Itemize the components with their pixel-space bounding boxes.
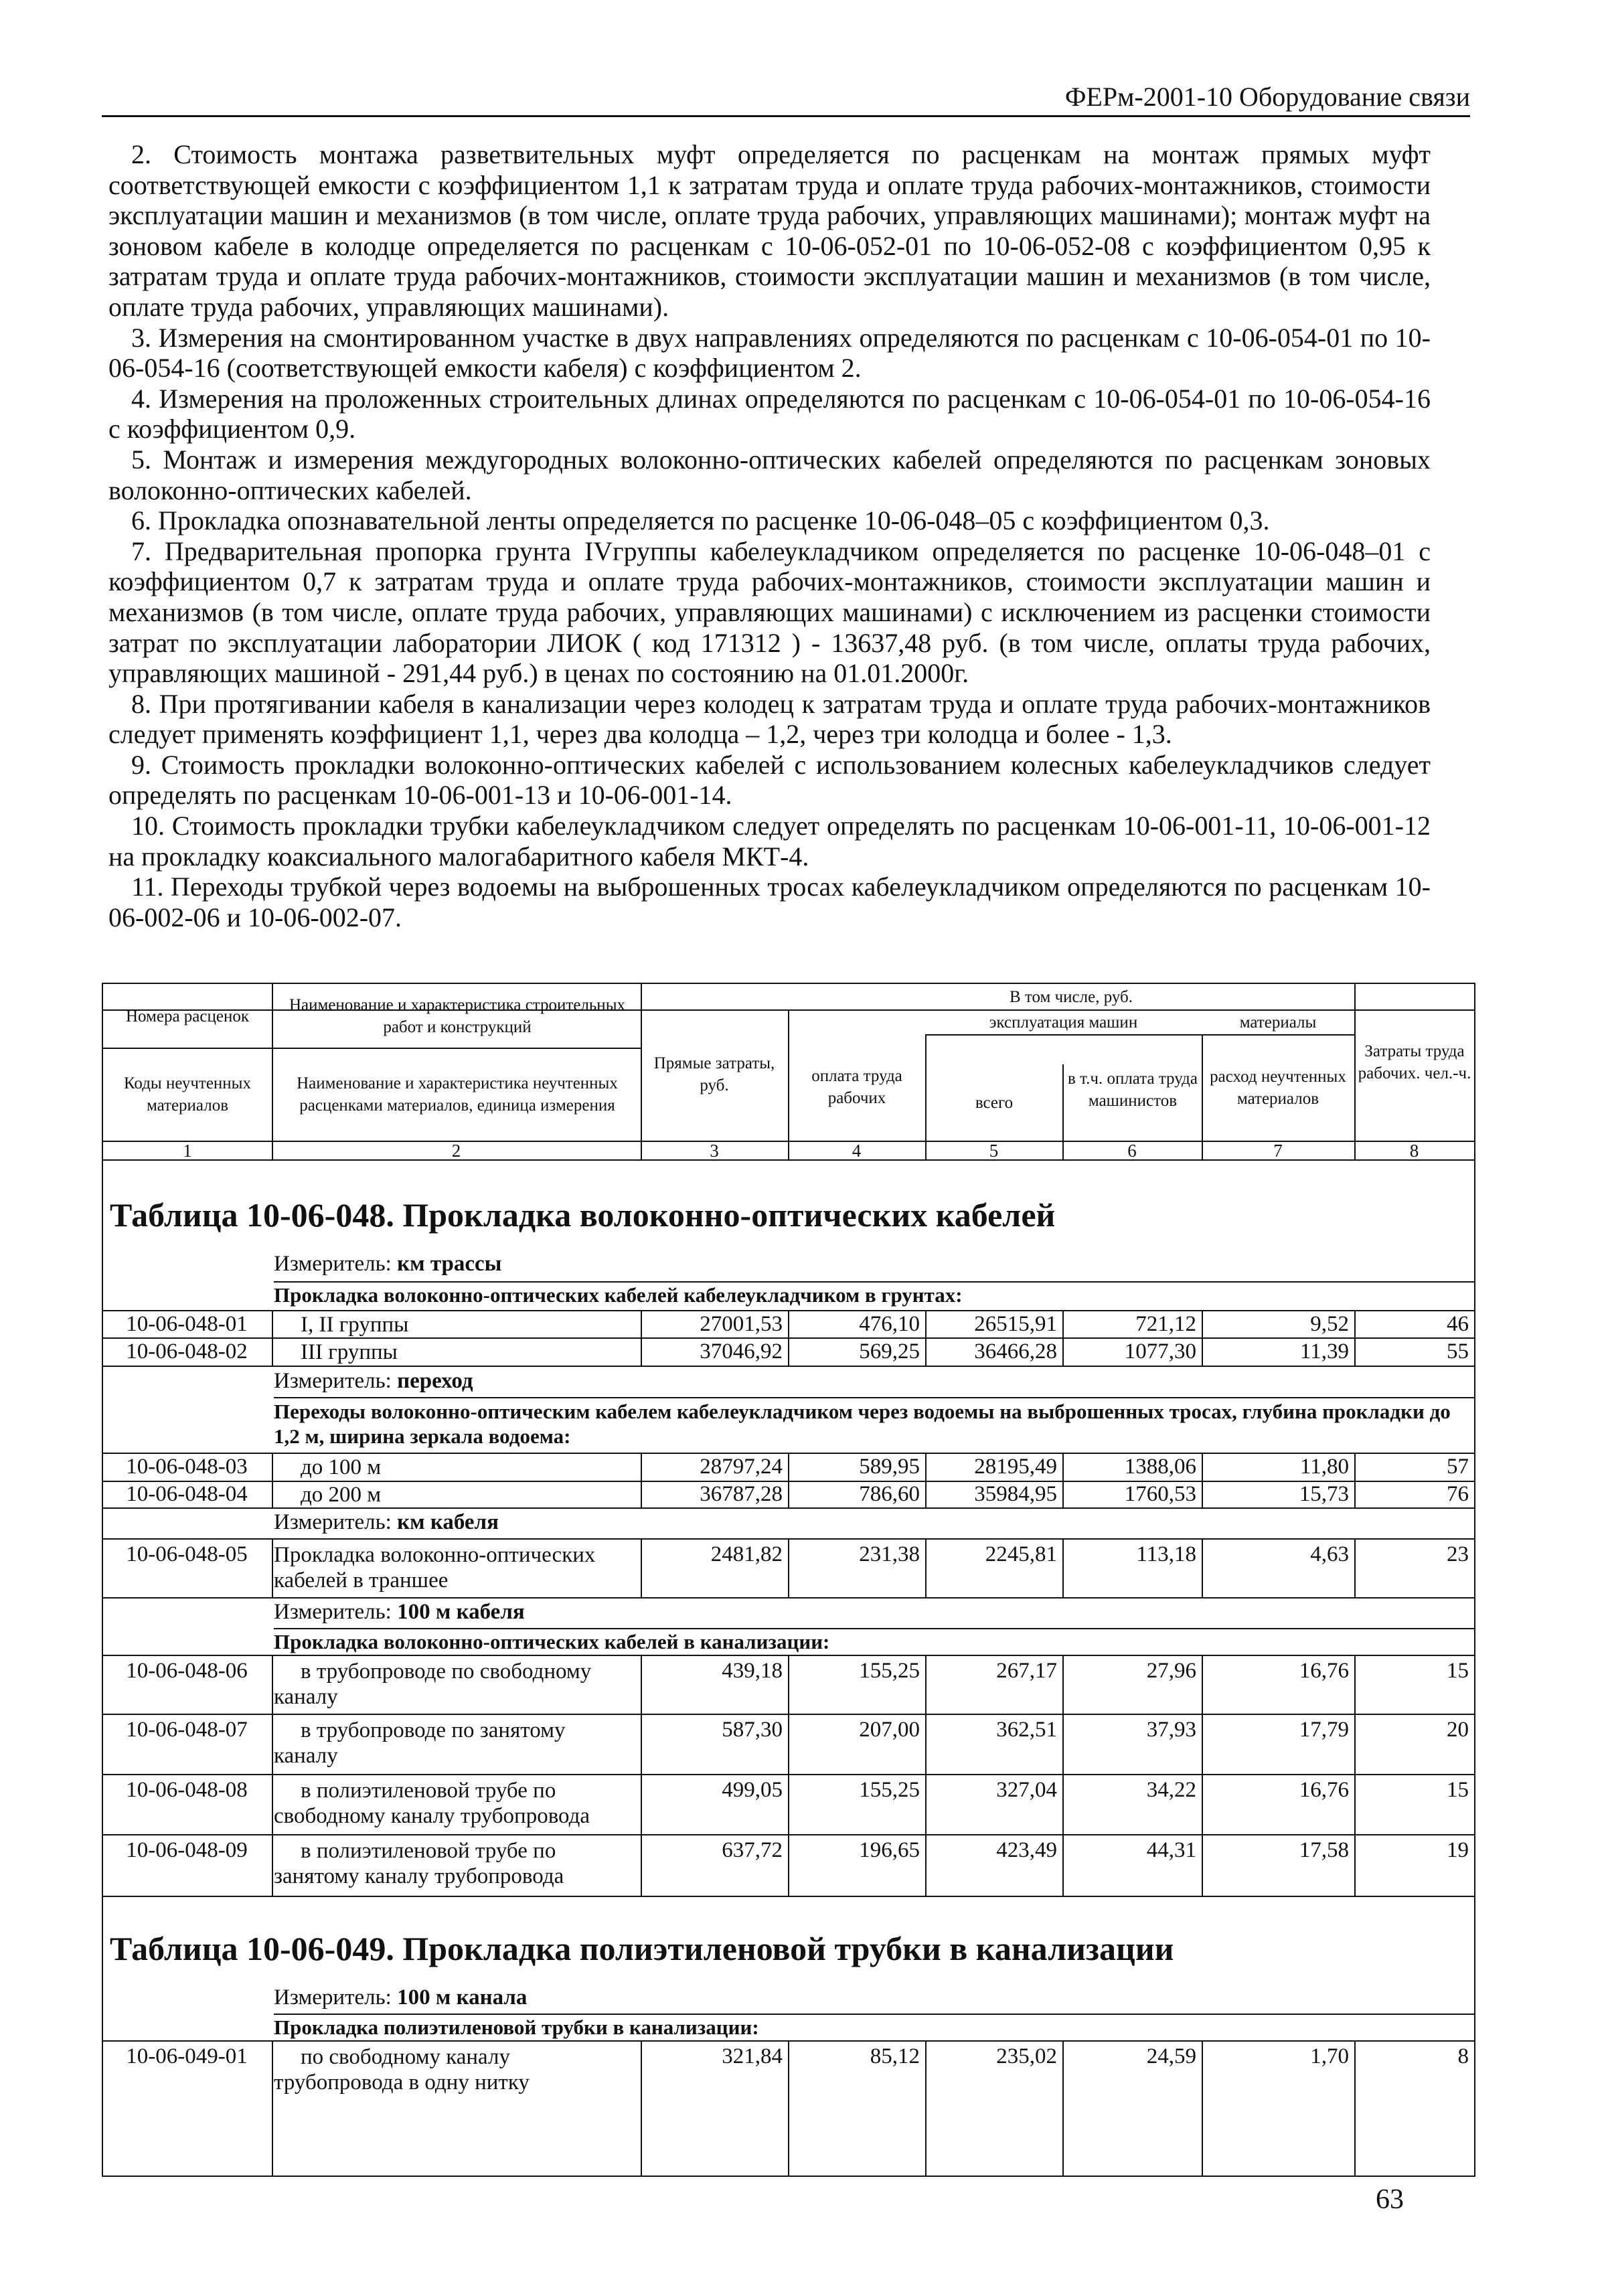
rate-name: до 200 м — [301, 1483, 382, 1507]
running-header-title: ФЕРм-2001-10 Оборудование связи — [1064, 82, 1470, 112]
header-labor-pay: оплата труда рабочих — [811, 1067, 902, 1107]
labor-hours: 15 — [1447, 1659, 1469, 1683]
rate-code: 10-06-048-03 — [126, 1455, 248, 1479]
rate-name: в полиэтиленовой трубе по свободному каналу трубопровода — [274, 1779, 590, 1828]
labor-pay: 476,10 — [859, 1312, 920, 1336]
header-material-consumption: расход неучтенных материалов — [1210, 1068, 1346, 1108]
column-number: 2 — [451, 1141, 461, 1161]
table-rule — [272, 984, 273, 1159]
labor-hours: 20 — [1447, 1718, 1469, 1742]
materials-value: 9,52 — [1310, 1312, 1349, 1336]
running-header — [102, 79, 1470, 117]
section-heading: Прокладка волоконно-оптических кабелей кабелеукладчиком в грунтах: — [274, 1283, 963, 1307]
measure-unit: 100 м канала — [397, 1985, 528, 2010]
table-rule — [272, 1453, 273, 1507]
table-rule — [788, 1009, 789, 1159]
notes-text — [108, 139, 1431, 932]
measure-label: Измеритель: — [274, 1510, 392, 1534]
note-paragraph: 3. Измерения на смонтированном участке в двух направлениях определяются по расценкам с 10-06-054-01 по 10-06-054-16 (соответствующей емкости кабеля) с коэффициентом 2. — [108, 322, 1431, 384]
table-rule — [103, 1048, 272, 1049]
operator-pay: 113,18 — [1136, 1542, 1196, 1566]
table-rule — [272, 1655, 273, 1896]
note-paragraph: 11. Переходы трубкой через водоемы на выброшенных тросах кабелеукладчиком определяются по расценкам 10-06-002-06 и 10-06-002-07. — [108, 872, 1431, 932]
labor-hours: 46 — [1447, 1312, 1469, 1336]
section-heading: Прокладка волоконно-оптических кабелей в канализации: — [274, 1630, 830, 1653]
materials-value: 11,80 — [1299, 1455, 1349, 1479]
measure-line — [274, 1985, 527, 2010]
header-operator-pay: в т.ч. оплата труда машинистов — [1068, 1070, 1198, 1110]
direct-cost: 439,18 — [722, 1659, 783, 1683]
measure-label: Измеритель: — [274, 1600, 392, 1624]
column-number: 8 — [1409, 1141, 1419, 1161]
measure-label: Измеритель: — [274, 1985, 392, 2010]
labor-pay: 231,38 — [859, 1542, 920, 1566]
direct-cost: 587,30 — [722, 1718, 783, 1742]
machines-total: 28195,49 — [974, 1455, 1057, 1479]
column-number: 1 — [183, 1141, 192, 1161]
operator-pay: 1760,53 — [1124, 1482, 1196, 1506]
header-codes: Номера расценок — [125, 1007, 250, 1026]
machines-total: 235,02 — [996, 2044, 1057, 2068]
machines-total: 35984,95 — [974, 1482, 1057, 1506]
materials-value: 17,58 — [1299, 1838, 1349, 1862]
measure-line — [274, 1510, 499, 1535]
note-paragraph: 10. Стоимость прокладки трубки кабелеукладчиком следует определять по расценкам 10-06-001-11, 10-06-001-12 на прокладку коаксиального малогабаритного кабеля МКТ-4. — [108, 811, 1431, 872]
labor-pay: 569,25 — [859, 1339, 920, 1364]
table-rule — [925, 1034, 1354, 1036]
rate-name: в трубопроводе по свободному каналу — [274, 1659, 592, 1709]
machines-total: 362,51 — [996, 1718, 1057, 1742]
note-paragraph: 6. Прокладка опознавательной ленты определяется по расценке 10-06-048–05 с коэффициентом 0,3. — [131, 505, 1270, 536]
header-material-codes: Коды неучтенных материалов — [124, 1074, 251, 1115]
labor-hours: 23 — [1447, 1542, 1469, 1566]
header-including: В том числе, руб. — [1009, 987, 1133, 1006]
labor-hours: 76 — [1447, 1482, 1469, 1506]
rate-name: I, II группы — [301, 1313, 409, 1337]
measure-unit: переход — [397, 1369, 473, 1393]
direct-cost: 637,72 — [722, 1838, 783, 1862]
note-paragraph: 4. Измерения на проложенных строительных длинах определяются по расценкам с 10-06-054-01 по 10-06-054-16 с коэффициентом 0,9. — [108, 383, 1431, 444]
section-heading: Прокладка полиэтиленовой трубки в канализации: — [274, 2016, 759, 2039]
table-rule — [1354, 984, 1356, 1159]
table-rule — [103, 1896, 1474, 1897]
materials-value: 16,76 — [1299, 1778, 1349, 1802]
rate-code: 10-06-048-07 — [126, 1718, 248, 1742]
operator-pay: 24,59 — [1146, 2044, 1196, 2068]
direct-cost: 499,05 — [722, 1778, 783, 1802]
measure-line — [274, 1369, 473, 1394]
section-heading: Переходы волоконно-оптическим кабелем кабелеукладчиком через водоемы на выброшенных тросах, глубина прокладки до 1,2 м, ширина зеркала водоема: — [274, 1400, 1451, 1448]
direct-cost: 27001,53 — [700, 1312, 783, 1336]
labor-hours: 55 — [1447, 1339, 1469, 1364]
header-materials: материалы — [1239, 1013, 1317, 1032]
machines-total: 36466,28 — [974, 1339, 1057, 1364]
labor-hours: 8 — [1457, 2044, 1469, 2068]
rate-name: в полиэтиленовой трубе по занятому каналу трубопровода — [274, 1839, 564, 1888]
header-material-name: Наименование и характеристика неучтенных расценками материалов, единица измерения — [297, 1074, 618, 1115]
operator-pay: 1388,06 — [1124, 1455, 1196, 1479]
direct-cost: 37046,92 — [700, 1339, 783, 1364]
labor-hours: 57 — [1447, 1455, 1469, 1479]
machines-total: 327,04 — [996, 1778, 1057, 1802]
table-rule — [103, 1597, 1474, 1598]
materials-value: 4,63 — [1310, 1542, 1349, 1566]
operator-pay: 721,12 — [1135, 1312, 1196, 1336]
header-labor-hours: Затраты труда рабочих. чел.-ч. — [1358, 1042, 1471, 1082]
table-rule — [272, 2040, 273, 2176]
materials-value: 15,73 — [1299, 1482, 1349, 1506]
table-rule — [274, 1397, 1474, 1398]
note-paragraph: 2. Стоимость монтажа разветвительных муфт определяется по расценкам на монтаж прямых муфт соответствующей емкости с коэффициентом 1,1 к затратам труда и оплате труда рабочих-монтажников, стоимости эксплуатации машин и механизмов (в том числе, оплате труда рабочих, управляющих машинами); монтаж муфт на зоновом кабеле в колодце определяется по расценкам с 10-06-052-01 по 10-06-052-08 с коэффициентом 0,95 к затратам труда и оплате труда рабочих-монтажников, стоимости эксплуатации машин и механизмов (в том числе, оплате труда рабочих, управляющих машинами). — [108, 139, 1431, 322]
table-rule — [103, 1507, 1474, 1509]
labor-pay: 155,25 — [859, 1659, 920, 1683]
measure-unit: 100 м кабеля — [397, 1600, 525, 1624]
rate-code: 10-06-048-05 — [126, 1542, 248, 1566]
direct-cost: 321,84 — [722, 2044, 783, 2068]
machines-total: 2245,81 — [985, 1542, 1057, 1566]
labor-pay: 589,95 — [859, 1455, 920, 1479]
labor-pay: 155,25 — [859, 1778, 920, 1802]
table-rule — [272, 1310, 273, 1366]
rate-name: по свободному каналу трубопровода в одну нитку — [274, 2045, 530, 2095]
materials-value: 11,39 — [1299, 1339, 1349, 1364]
labor-pay: 85,12 — [870, 2044, 920, 2068]
direct-cost: 36787,28 — [700, 1482, 783, 1506]
rate-code: 10-06-048-02 — [126, 1339, 248, 1364]
machines-total: 26515,91 — [974, 1312, 1057, 1336]
column-number: 6 — [1127, 1141, 1137, 1161]
measure-unit: км кабеля — [397, 1510, 499, 1534]
measure-line — [274, 1600, 525, 1625]
rate-name: до 100 м — [301, 1455, 382, 1479]
labor-hours: 19 — [1447, 1838, 1469, 1862]
rate-code: 10-06-048-09 — [126, 1838, 248, 1862]
machines-total: 267,17 — [996, 1659, 1057, 1683]
note-paragraph: 8. При протягивании кабеля в канализации через колодец к затратам труда и оплате труда рабочих-монтажников следует применять коэффициент 1,1, через два колодца – 1,2, через три колодца и более - 1,3. — [108, 688, 1431, 750]
machines-total: 423,49 — [996, 1838, 1057, 1862]
page-number: 63 — [1376, 2184, 1404, 2215]
note-paragraph: 7. Предварительная пропорка грунта IVгруппы кабелеукладчиком определяется по расценке 10-06-048–01 с коэффициентом 0,7 к затратам труда и оплате труда рабочих-монтажников, стоимости эксплуатации машин и механизмов (в том числе, оплате труда рабочих, управляющих машинами) с исключением из расценки стоимости затрат по эксплуатации лаборатории ЛИОК ( код 171312 ) - 13637,48 руб. (в том числе, оплаты труда рабочих, управляющих машиной - 291,44 руб.) в ценах по состоянию на 01.01.2000г. — [108, 536, 1431, 689]
note-paragraph: 5. Монтаж и измерения междугородных волоконно-оптических кабелей определяются по расценкам зоновых волоконно-оптических кабелей. — [108, 444, 1431, 505]
operator-pay: 37,93 — [1146, 1718, 1196, 1742]
pricing-table — [102, 983, 1475, 2177]
table-rule — [272, 1538, 273, 1597]
table-rule — [103, 1366, 1474, 1367]
labor-hours: 15 — [1447, 1778, 1469, 1802]
direct-cost: 28797,24 — [700, 1455, 783, 1479]
labor-pay: 196,65 — [859, 1838, 920, 1862]
operator-pay: 44,31 — [1146, 1838, 1196, 1862]
column-number: 7 — [1273, 1141, 1283, 1161]
materials-value: 17,79 — [1299, 1718, 1349, 1742]
rate-code: 10-06-048-01 — [126, 1312, 248, 1336]
measure-unit: км трассы — [397, 1252, 502, 1276]
note-paragraph: 9. Стоимость прокладки волоконно-оптических кабелей с использованием колесных кабелеукладчиков следует определять по расценкам 10-06-001-13 и 10-06-001-14. — [108, 749, 1431, 811]
table-rule — [641, 984, 642, 1159]
rate-code: 10-06-048-06 — [126, 1659, 248, 1683]
column-number: 5 — [989, 1141, 999, 1161]
rate-code: 10-06-049-01 — [126, 2044, 248, 2068]
header-work-name: Наименование и характеристика строительных работ и конструкций — [289, 996, 625, 1036]
rate-name: Прокладка волоконно-оптических кабелей в траншее — [274, 1543, 596, 1592]
table-048-title: Таблица 10-06-048. Прокладка волоконно-оптических кабелей — [110, 1196, 1056, 1234]
operator-pay: 1077,30 — [1124, 1339, 1196, 1364]
header-machines-total: всего — [975, 1093, 1014, 1112]
direct-cost: 2481,82 — [710, 1542, 783, 1566]
table-rule — [272, 1048, 641, 1049]
materials-value: 1,70 — [1310, 2044, 1349, 2068]
rate-name: III группы — [301, 1340, 398, 1364]
operator-pay: 34,22 — [1146, 1778, 1196, 1802]
measure-line — [274, 1252, 501, 1277]
rate-code: 10-06-048-08 — [126, 1778, 248, 1802]
measure-label: Измеритель: — [274, 1369, 392, 1393]
column-number: 4 — [852, 1141, 862, 1161]
measure-label: Измеритель: — [274, 1252, 392, 1276]
labor-pay: 207,00 — [859, 1718, 920, 1742]
labor-pay: 786,60 — [859, 1482, 920, 1506]
rate-code: 10-06-048-04 — [126, 1482, 248, 1506]
rate-name: в трубопроводе по занятому каналу — [274, 1718, 566, 1768]
header-machines: эксплуатация машин — [989, 1013, 1138, 1032]
table-049-title: Таблица 10-06-049. Прокладка полиэтиленовой трубки в канализации — [110, 1930, 1174, 1967]
column-number: 3 — [710, 1141, 719, 1161]
materials-value: 16,76 — [1299, 1659, 1349, 1683]
header-direct-costs: Прямые затраты, руб. — [653, 1054, 775, 1094]
operator-pay: 27,96 — [1146, 1659, 1196, 1683]
